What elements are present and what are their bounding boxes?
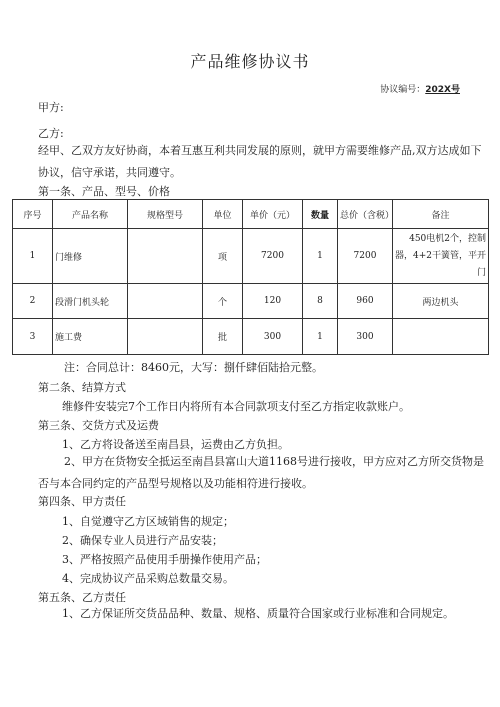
- table-cell: 450电机2个，控制器，4+2干簧管，平开门: [393, 229, 489, 284]
- table-cell: 门维修: [53, 229, 128, 284]
- table-header-cell: 备注: [393, 200, 489, 229]
- table-cell: 300: [338, 319, 393, 355]
- table-cell: 960: [338, 284, 393, 319]
- table-header-row: [13, 200, 489, 229]
- article-4-item: 3、严格按照产品使用手册操作使用产品；: [62, 553, 267, 566]
- article-4-item: 4、完成协议产品采购总数量交易。: [62, 572, 234, 585]
- table-header-cell: 序号: [13, 200, 53, 229]
- table-cell: 2: [13, 284, 53, 319]
- table-header-cell: 单价（元）: [243, 200, 303, 229]
- table-cell: 段滑门机头轮: [53, 284, 128, 319]
- table-cell: 个: [203, 284, 243, 319]
- table-row: [13, 284, 489, 319]
- article-4-title: 第四条、甲方责任: [38, 495, 126, 508]
- table-header-cell: 总价（含税）: [338, 200, 393, 229]
- table-cell: 3: [13, 319, 53, 355]
- table-cell: [128, 284, 203, 319]
- article-4-item: 2、确保专业人员进行产品安装；: [62, 534, 223, 547]
- intro-paragraph: 经甲、乙双方友好协商，本着互惠互利共同发展的原则，就甲方需要维修产品,双方达成如下协议，信守承诺，共同遵守。: [38, 144, 482, 179]
- product-table: [12, 199, 489, 355]
- article-1-title: 第一条、产品、型号、价格: [38, 185, 170, 198]
- article-2-text: 维修件安装完7个工作日内将所有本合同款项支付至乙方指定收款账户。: [62, 400, 410, 413]
- party-a: 甲方:: [38, 101, 64, 114]
- table-header-cell: 产品名称: [53, 200, 128, 229]
- contract-number: [380, 82, 460, 95]
- table-cell: 1: [13, 229, 53, 284]
- article-2-title: 第二条、结算方式: [38, 381, 126, 394]
- table-cell: 1: [303, 229, 338, 284]
- contract-number-label: 协议编号：: [380, 85, 426, 95]
- total-note: 注：合同总计：8460元，大写：捌仟肆佰陆拾元整。: [64, 361, 323, 374]
- table-cell: 两边机头: [393, 284, 489, 319]
- document-title: 产品维修协议书: [190, 52, 310, 71]
- contract-number-value: 202X号: [425, 85, 460, 95]
- table-cell: 7200: [243, 229, 303, 284]
- party-b: 乙方:: [38, 127, 64, 140]
- table-header-cell: 数量: [303, 200, 338, 229]
- table-cell: 批: [203, 319, 243, 355]
- table-header-cell: 规格型号: [128, 200, 203, 229]
- table-header-cell: 单位: [203, 200, 243, 229]
- table-cell: 施工费: [53, 319, 128, 355]
- article-3-title: 第三条、交货方式及运费: [38, 419, 159, 432]
- table-cell: [128, 319, 203, 355]
- article-5-title: 第五条、乙方责任: [38, 591, 126, 604]
- table-cell: [128, 229, 203, 284]
- table-cell: 8: [303, 284, 338, 319]
- table-row: [13, 229, 489, 284]
- table-row: [13, 319, 489, 355]
- table-cell: [393, 319, 489, 355]
- article-3-item: 1、乙方将设备送至南昌县，运费由乙方负担。: [62, 438, 289, 451]
- table-cell: 300: [243, 319, 303, 355]
- table-cell: 7200: [338, 229, 393, 284]
- table-cell: 1: [303, 319, 338, 355]
- article-4-item: 1、自觉遵守乙方区域销售的规定；: [62, 515, 234, 528]
- article-5-item: 1、乙方保证所交货品品种、数量、规格、质量符合国家或行业标准和合同规定。: [62, 607, 454, 620]
- table-cell: 项: [203, 229, 243, 284]
- article-3-item: 2、甲方在货物安全抵运至南昌县富山大道1168号进行接收，甲方应对乙方所交货物是否与本合同约定的产品型号规格以及功能相符进行接收。: [38, 455, 484, 490]
- table-cell: 120: [243, 284, 303, 319]
